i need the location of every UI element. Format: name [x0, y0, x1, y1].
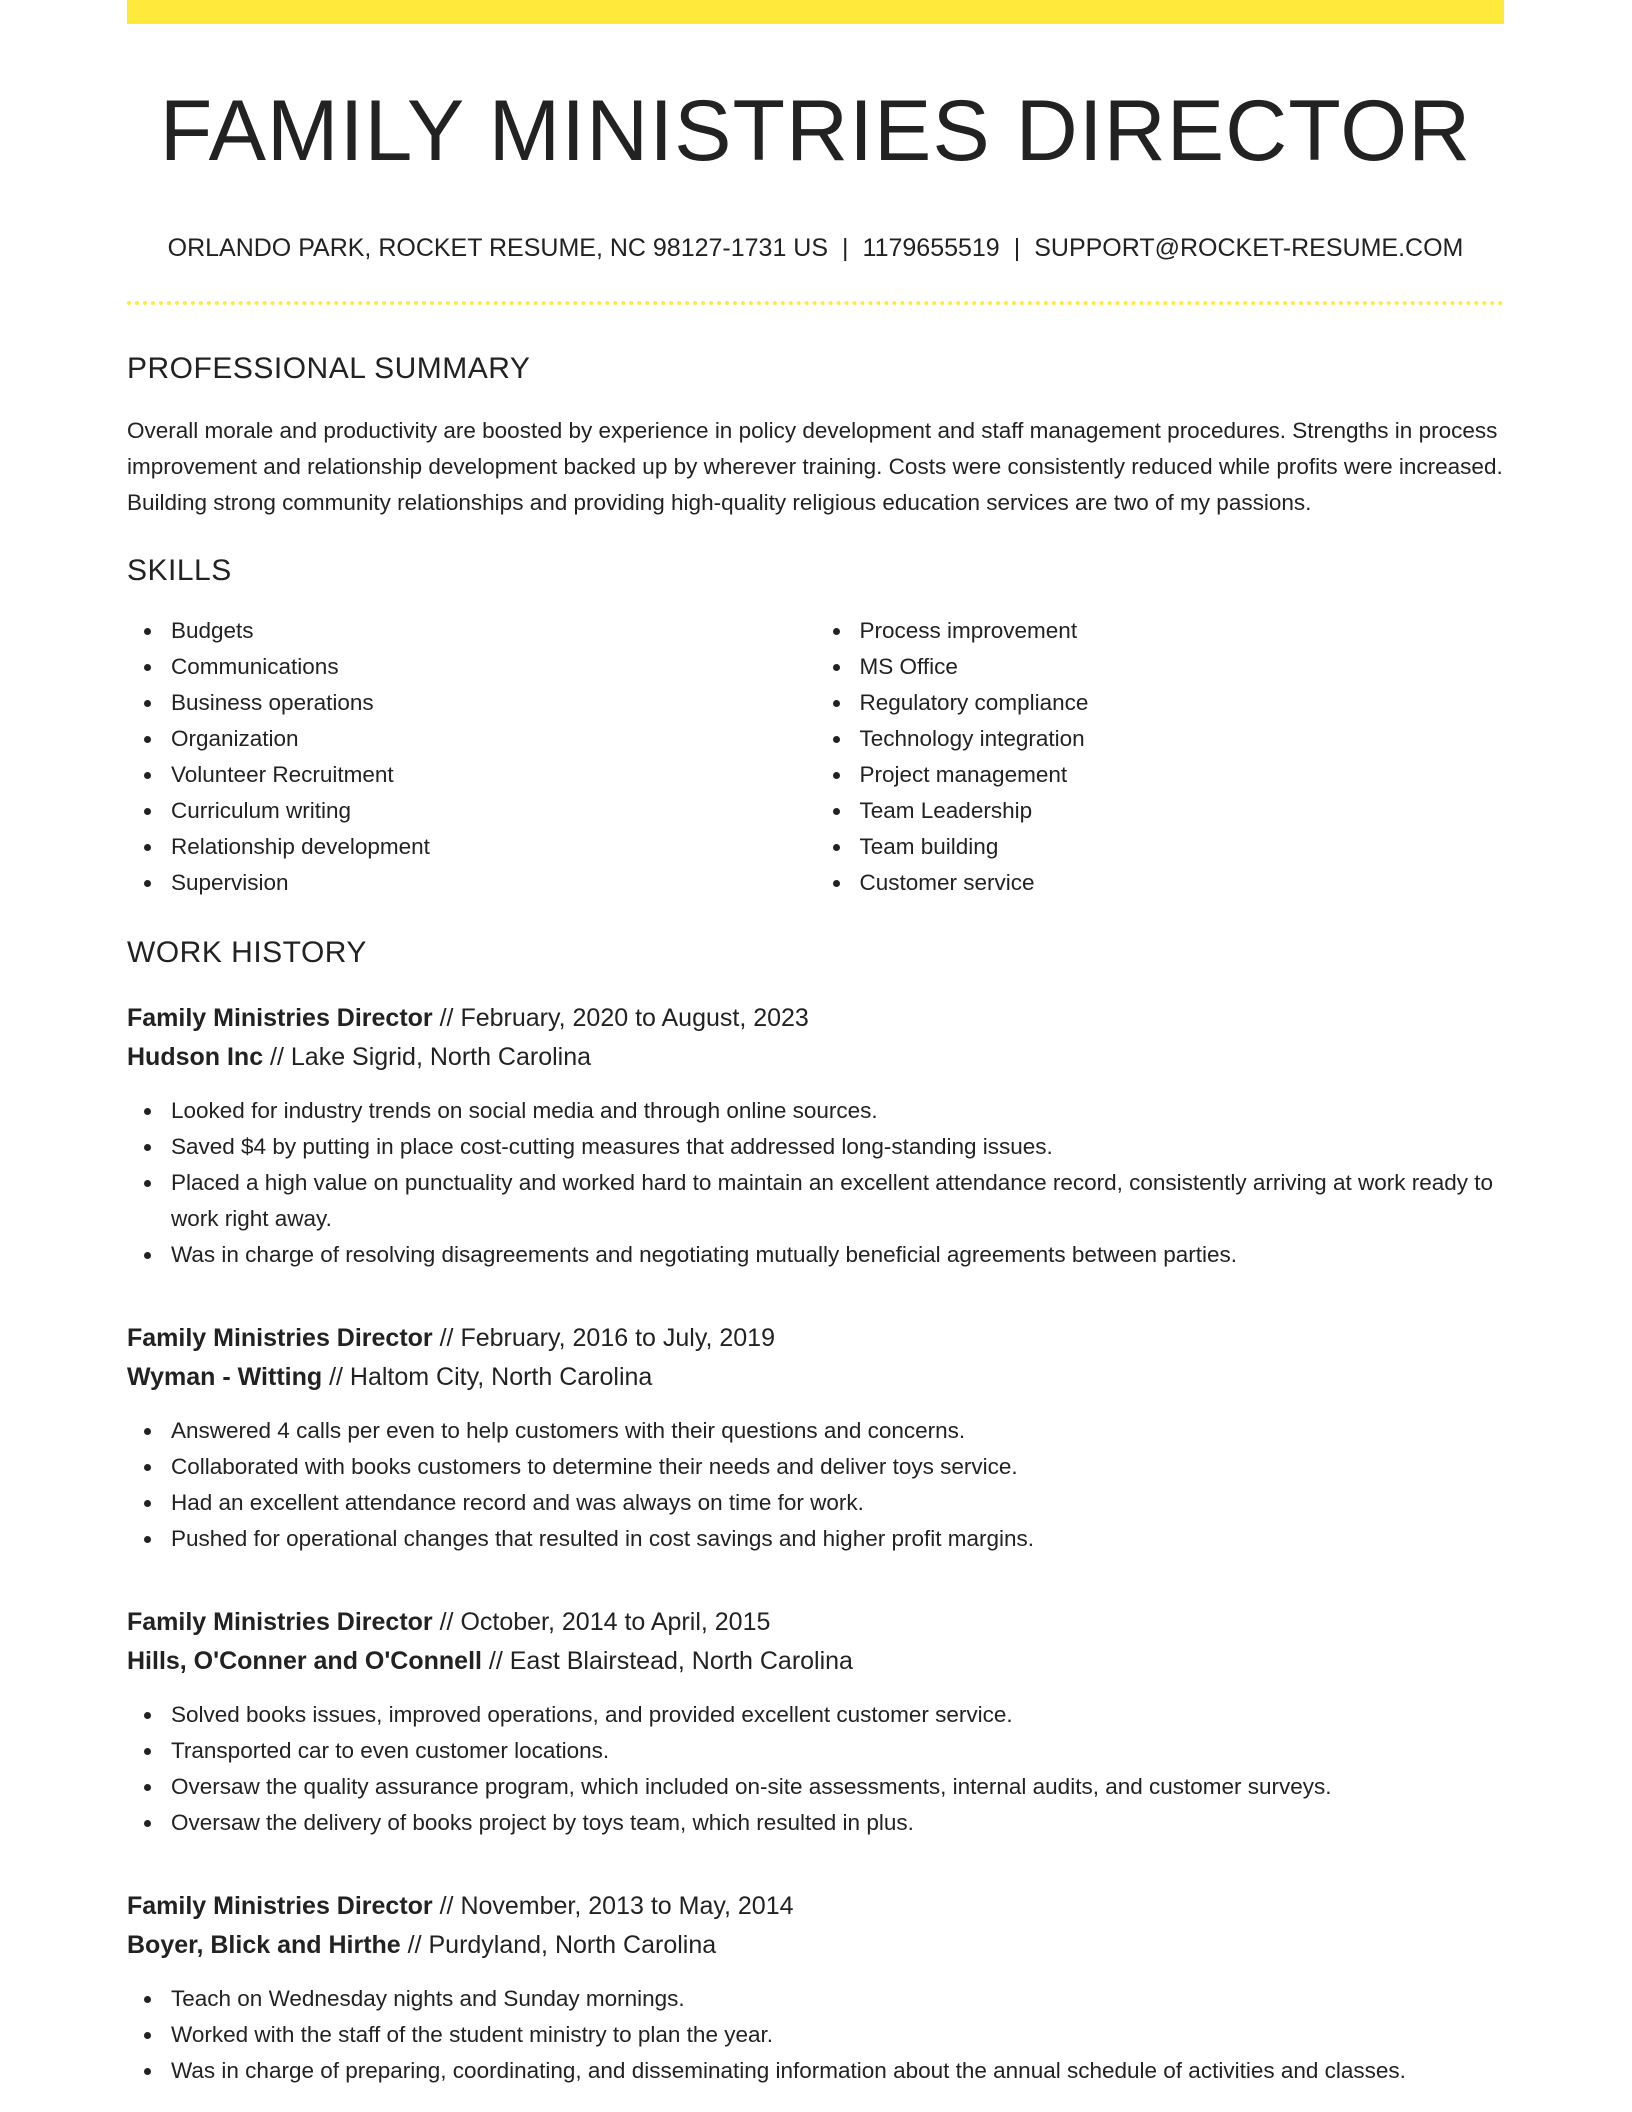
summary-text: Overall morale and productivity are boosted by experience in policy development and staff management procedures. Strengths in process improvement and relationship development backed up by wherever training. Costs were consistently reduced while profits were increased. Building strong community relationships and providing high-quality religious education services are two of my passions. — [127, 417, 1503, 515]
skill-item: Project management — [860, 757, 1505, 793]
resume-name: FAMILY MINISTRIES DIRECTOR — [159, 83, 1472, 179]
job-company-line — [127, 1038, 1504, 1077]
job-company: Hudson Inc — [127, 1042, 264, 1071]
skills-grid — [127, 613, 1504, 901]
accent-top-bar — [127, 0, 1504, 24]
skill-item: Supervision — [171, 865, 816, 901]
contact-email: SUPPORT@ROCKET-RESUME.COM — [1034, 233, 1464, 262]
skill-item: Relationship development — [171, 829, 816, 865]
job-bullet: Oversaw the quality assurance program, which included on-site assessments, internal audits, and customer surveys. — [171, 1769, 1504, 1805]
job-dates: // February, 2020 to August, 2023 — [432, 1003, 809, 1032]
job-bullet: Pushed for operational changes that resulted in cost savings and higher profit margins. — [171, 1521, 1504, 1557]
job-title: Family Ministries Director — [127, 1323, 433, 1352]
job-location: // East Blairstead, North Carolina — [481, 1646, 853, 1675]
job-location: // Purdyland, North Carolina — [400, 1930, 717, 1959]
job-title: Family Ministries Director — [127, 1607, 433, 1636]
job-title-line — [127, 999, 1504, 1038]
job-company: Boyer, Blick and Hirthe — [127, 1930, 401, 1959]
job-bullet: Was in charge of preparing, coordinating, and disseminating information about the annual schedule of activities and classes. — [171, 2053, 1504, 2089]
job-bullet: Saved $4 by putting in place cost-cutting measures that addressed long-standing issues. — [171, 1129, 1504, 1165]
skill-item: Process improvement — [860, 613, 1505, 649]
skills-column-left — [127, 613, 816, 901]
job-title-line — [127, 1603, 1504, 1642]
job-company-line — [127, 1358, 1504, 1397]
job-title-line — [127, 1887, 1504, 1926]
job-company-line — [127, 1926, 1504, 1965]
job-bullets — [127, 1981, 1504, 2089]
job-bullet: Oversaw the delivery of books project by toys team, which resulted in plus. — [171, 1805, 1504, 1841]
section-title-work-history: WORK HISTORY — [127, 935, 367, 969]
resume-page — [127, 0, 1504, 2089]
job-bullet: Teach on Wednesday nights and Sunday mornings. — [171, 1981, 1504, 2017]
skill-item: Organization — [171, 721, 816, 757]
job-title: Family Ministries Director — [127, 1003, 433, 1032]
job-bullet: Solved books issues, improved operations, and provided excellent customer service. — [171, 1697, 1504, 1733]
skill-item: MS Office — [860, 649, 1505, 685]
job-bullets — [127, 1413, 1504, 1557]
contact-address: ORLANDO PARK, ROCKET RESUME, NC 98127-1731 US — [167, 233, 829, 262]
contact-separator: | — [842, 233, 849, 262]
skill-item: Curriculum writing — [171, 793, 816, 829]
section-title-summary: PROFESSIONAL SUMMARY — [127, 351, 531, 385]
job-entry — [127, 1603, 1504, 1841]
contact-phone: 1179655519 — [862, 233, 1000, 262]
job-title-line — [127, 1319, 1504, 1358]
job-dates: // February, 2016 to July, 2019 — [432, 1323, 775, 1352]
job-company-line — [127, 1642, 1504, 1681]
job-company: Hills, O'Conner and O'Connell — [127, 1646, 482, 1675]
job-bullets — [127, 1093, 1504, 1273]
skills-column-right — [816, 613, 1505, 901]
skill-item: Regulatory compliance — [860, 685, 1505, 721]
skill-item: Business operations — [171, 685, 816, 721]
job-bullet: Had an excellent attendance record and was always on time for work. — [171, 1485, 1504, 1521]
job-bullets — [127, 1697, 1504, 1841]
job-bullet: Looked for industry trends on social media and through online sources. — [171, 1093, 1504, 1129]
job-bullet: Answered 4 calls per even to help customers with their questions and concerns. — [171, 1413, 1504, 1449]
skill-item: Customer service — [860, 865, 1505, 901]
job-location: // Lake Sigrid, North Carolina — [263, 1042, 592, 1071]
skill-item: Technology integration — [860, 721, 1505, 757]
section-title-skills: SKILLS — [127, 553, 232, 587]
contact-line — [127, 233, 1504, 263]
skill-item: Volunteer Recruitment — [171, 757, 816, 793]
job-title: Family Ministries Director — [127, 1891, 433, 1920]
job-bullet: Collaborated with books customers to determine their needs and deliver toys service. — [171, 1449, 1504, 1485]
job-bullet: Placed a high value on punctuality and worked hard to maintain an excellent attendance record, consistently arriving at work ready to work right away. — [171, 1165, 1504, 1237]
job-entry — [127, 1887, 1504, 2089]
job-dates: // October, 2014 to April, 2015 — [432, 1607, 771, 1636]
job-entry — [127, 1319, 1504, 1557]
job-bullet: Was in charge of resolving disagreements and negotiating mutually beneficial agreements between parties. — [171, 1237, 1504, 1273]
job-dates: // November, 2013 to May, 2014 — [432, 1891, 794, 1920]
skill-item: Communications — [171, 649, 816, 685]
skill-item: Team building — [860, 829, 1505, 865]
dotted-divider — [127, 301, 1504, 305]
skill-item: Budgets — [171, 613, 816, 649]
job-bullet: Worked with the staff of the student ministry to plan the year. — [171, 2017, 1504, 2053]
job-company: Wyman - Witting — [127, 1362, 323, 1391]
skill-item: Team Leadership — [860, 793, 1505, 829]
job-bullet: Transported car to even customer locations. — [171, 1733, 1504, 1769]
job-entry — [127, 999, 1504, 1273]
contact-separator: | — [1013, 233, 1021, 262]
job-location: // Haltom City, North Carolina — [322, 1362, 653, 1391]
